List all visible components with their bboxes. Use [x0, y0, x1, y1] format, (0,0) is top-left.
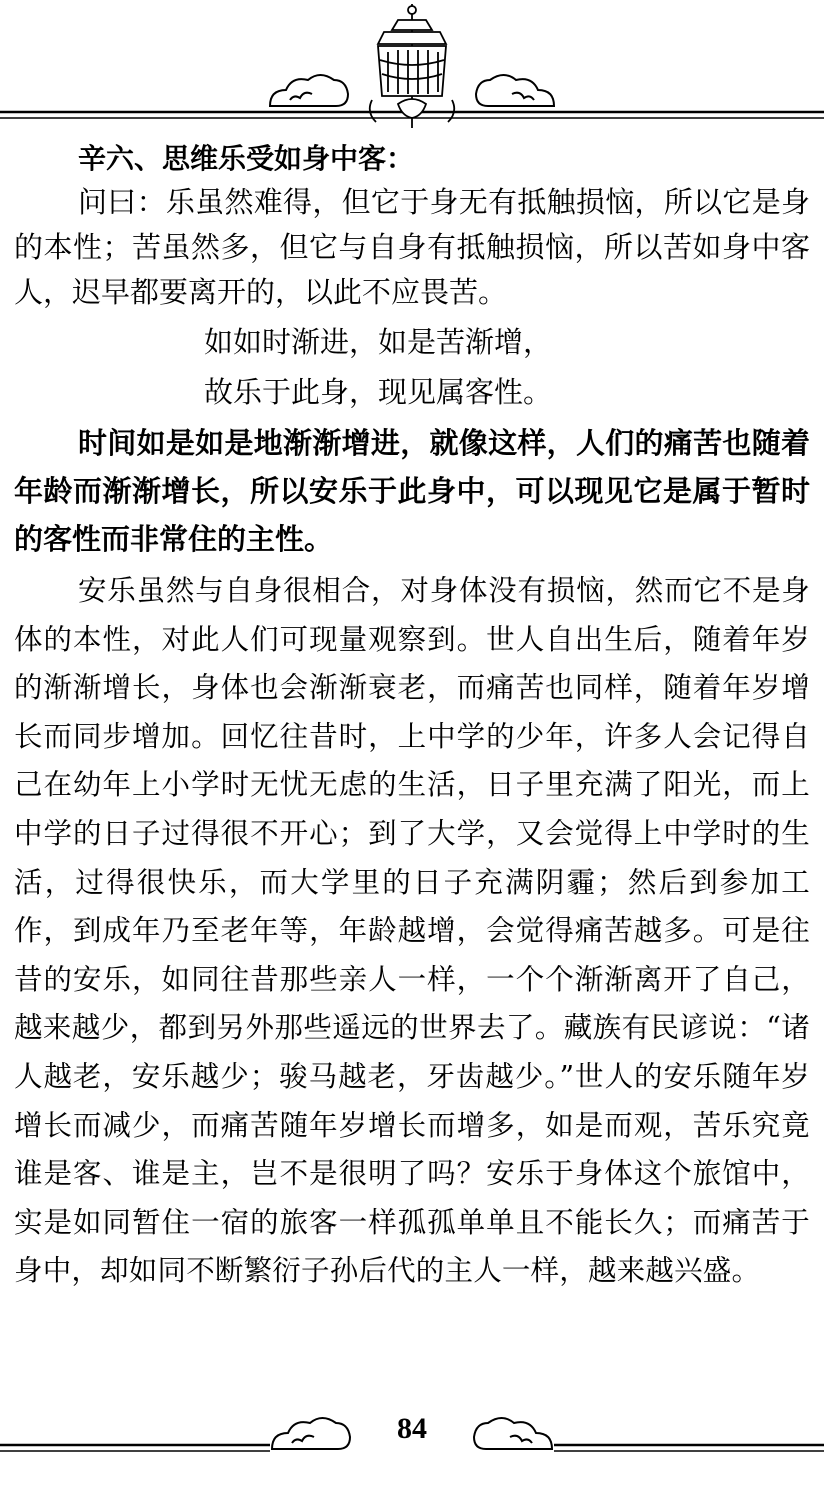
header-ornament	[0, 0, 824, 130]
verse-line-1: 如如时渐进，如是苦渐增，	[204, 325, 553, 359]
commentary-paragraph: 安乐虽然与自身很相合，对身体没有损恼，然而它不是身体的本性，对此人们可现量观察到。世人自出生后，随着年岁的渐渐增长，身体也会渐渐衰老，而痛苦也同样，随着年岁增长而同步增加。回忆往昔时，上中学的少年，许多人会记得自己在幼年上小学时无忧无虑的生活，日子里充满了阳光，而上中学的日子过得很不开心；到了大学，又会觉得上中学时的生活，过得很快乐，而大学里的日子充满阴霾；然后到参加工作，到成年乃至老年等，年龄越增，会觉得痛苦越多。可是往昔的安乐，如同往昔那些亲人一样，一个个渐渐离开了自己，越来越少，都到另外那些遥远的世界去了。藏族有民谚说：“诸人越老，安乐越少；骏马越老，牙齿越少。”世人的安乐随年岁增长而减少，而痛苦随年岁增长而增多，如是而观，苦乐究竟谁是客、谁是主，岂不是很明了吗？安乐于身体这个旅馆中，实是如同暂住一宿的旅客一样孤孤单单且不能长久；而痛苦于身中，却如同不断繁衍子孙后代的主人一样，越来越兴盛。	[14, 574, 810, 1288]
victory-banner-icon	[370, 4, 455, 128]
page-content	[14, 138, 810, 1296]
verse-explanation: 时间如是如是地渐渐增进，就像这样，人们的痛苦也随着年龄而渐渐增长，所以安乐于此身中，可以现见它是属于暂时的客性而非常住的主性。	[14, 426, 810, 556]
question-paragraph: 问曰：乐虽然难得，但它于身无有抵触损恼，所以它是身的本性；苦虽然多，但它与自身有抵触损恼，所以苦如身中客人，迟早都要离开的，以此不应畏苦。	[14, 185, 810, 309]
verse-line-2: 故乐于此身，现见属客性。	[204, 375, 553, 409]
section-heading: 辛六、思维乐受如身中客：	[78, 142, 415, 175]
page-number: 84	[397, 1412, 427, 1445]
